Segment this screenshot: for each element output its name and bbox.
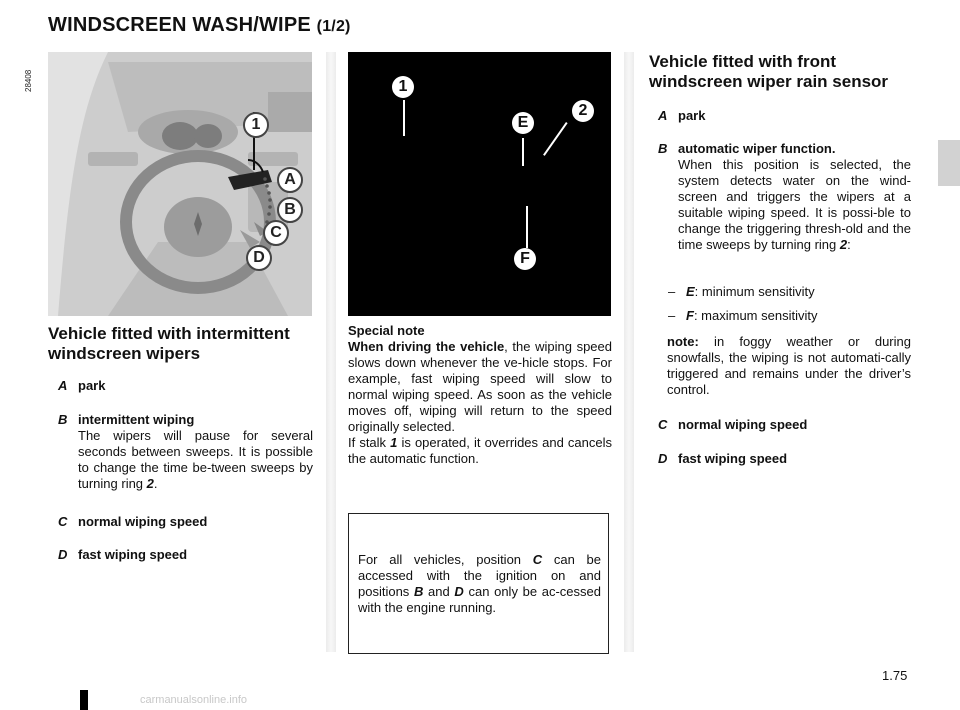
special-note-stalk: If stalk 1 is operated, it overrides and cancels the automatic function.: [348, 435, 612, 466]
left-heading-line1: Vehicle fitted with intermittent: [48, 324, 290, 343]
item-description: When this position is selected, the system detects water on the wind-screen and triggers the wipers at a suitable wiping speed. It is possi-ble to change the triggering thresh-old and the time sweeps by turning ring 2:: [678, 157, 911, 252]
item-label: intermittent wiping: [78, 412, 195, 427]
column-separator: [624, 52, 634, 652]
leader-line: [526, 206, 528, 248]
watermark: carmanualsonline.info: [140, 694, 248, 706]
special-note-title: Special note: [348, 323, 425, 338]
page-title: [48, 14, 351, 37]
dashboard-photo: [48, 52, 312, 316]
item-letter: A: [658, 108, 668, 123]
item-letter: B: [58, 412, 68, 427]
item-letter: C: [658, 417, 668, 432]
ignition-note-text: For all vehicles, position C can be accessed with the ignition on and positions B and D can only be ac-cessed with the engine running.: [358, 552, 601, 615]
right-section-heading: [649, 52, 929, 92]
diagram-callout-2: 2: [572, 100, 594, 122]
item-label: automatic wiper function.: [678, 141, 836, 156]
callout-1: 1: [243, 112, 269, 138]
item-letter: D: [58, 547, 68, 562]
special-note-body: When driving the vehicle, the wiping speed slows down whenever the ve-hicle stops. For example, fast wiping speed will slow to normal wiping speed. As soon as the vehicle moves off, wiping will return to the speed originally selected.: [348, 339, 612, 434]
item-letter: A: [58, 378, 68, 393]
right-item-c: [658, 417, 913, 435]
diagram-callout-f: F: [514, 248, 536, 270]
bullet-dash: –: [668, 284, 676, 299]
right-item-d: [658, 451, 913, 469]
page-title-part: (1/2): [316, 18, 351, 35]
item-description: The wipers will pause for several seconds between sweeps. It is possible to change the time be-tween sweeps by turning ring 2.: [78, 428, 313, 491]
rain-sensor-note: note: in foggy weather or during snowfalls, the wiping is not automati-cally triggered and remains under the driver’s control.: [667, 334, 911, 397]
leader-line: [543, 122, 568, 156]
right-item-a: [658, 108, 913, 126]
sensitivity-min: [668, 284, 908, 302]
corner-mark: [80, 690, 88, 710]
callout-b: B: [277, 197, 303, 223]
left-section-heading: [48, 324, 318, 364]
left-item-a: [58, 378, 313, 396]
item-label: fast wiping speed: [78, 547, 188, 562]
item-label: park: [678, 108, 706, 123]
image-ref-code: 28408: [24, 69, 33, 92]
item-letter: B: [658, 141, 668, 156]
sensitivity-max: [668, 308, 908, 326]
wiper-stalk-diagram: [348, 52, 611, 316]
chapter-tab: [938, 140, 960, 186]
page-title-main: WINDSCREEN WASH/WIPE: [48, 14, 311, 36]
leader-line: [522, 138, 524, 166]
leader-line: [403, 100, 405, 136]
bullet-dash: –: [668, 308, 676, 323]
sensitivity-min-text: E: minimum sensitivity: [686, 284, 815, 299]
diagram-callout-e: E: [512, 112, 534, 134]
item-label: park: [78, 378, 106, 393]
item-letter: C: [58, 514, 68, 529]
diagram-callout-1: 1: [392, 76, 414, 98]
item-label: fast wiping speed: [678, 451, 788, 466]
sensitivity-max-text: F: maximum sensitivity: [686, 308, 818, 323]
left-heading-line2: windscreen wipers: [48, 344, 201, 363]
item-label: normal wiping speed: [678, 417, 808, 432]
callout-d: D: [246, 245, 272, 271]
callout-c: C: [263, 220, 289, 246]
right-heading-line1: Vehicle fitted with front: [649, 52, 837, 71]
left-item-b: [58, 412, 313, 502]
left-item-d: [58, 547, 313, 565]
column-separator: [326, 52, 336, 652]
left-item-c: [58, 514, 313, 532]
callout-a: A: [277, 167, 303, 193]
right-item-b: [658, 141, 913, 277]
special-note: [348, 323, 612, 467]
dashboard-illustration: [48, 52, 312, 316]
item-label: normal wiping speed: [78, 514, 208, 529]
right-heading-line2: windscreen wiper rain sensor: [649, 72, 889, 91]
item-letter: D: [658, 451, 668, 466]
page-number: 1.75: [882, 668, 908, 683]
ignition-note-box: [348, 513, 609, 654]
